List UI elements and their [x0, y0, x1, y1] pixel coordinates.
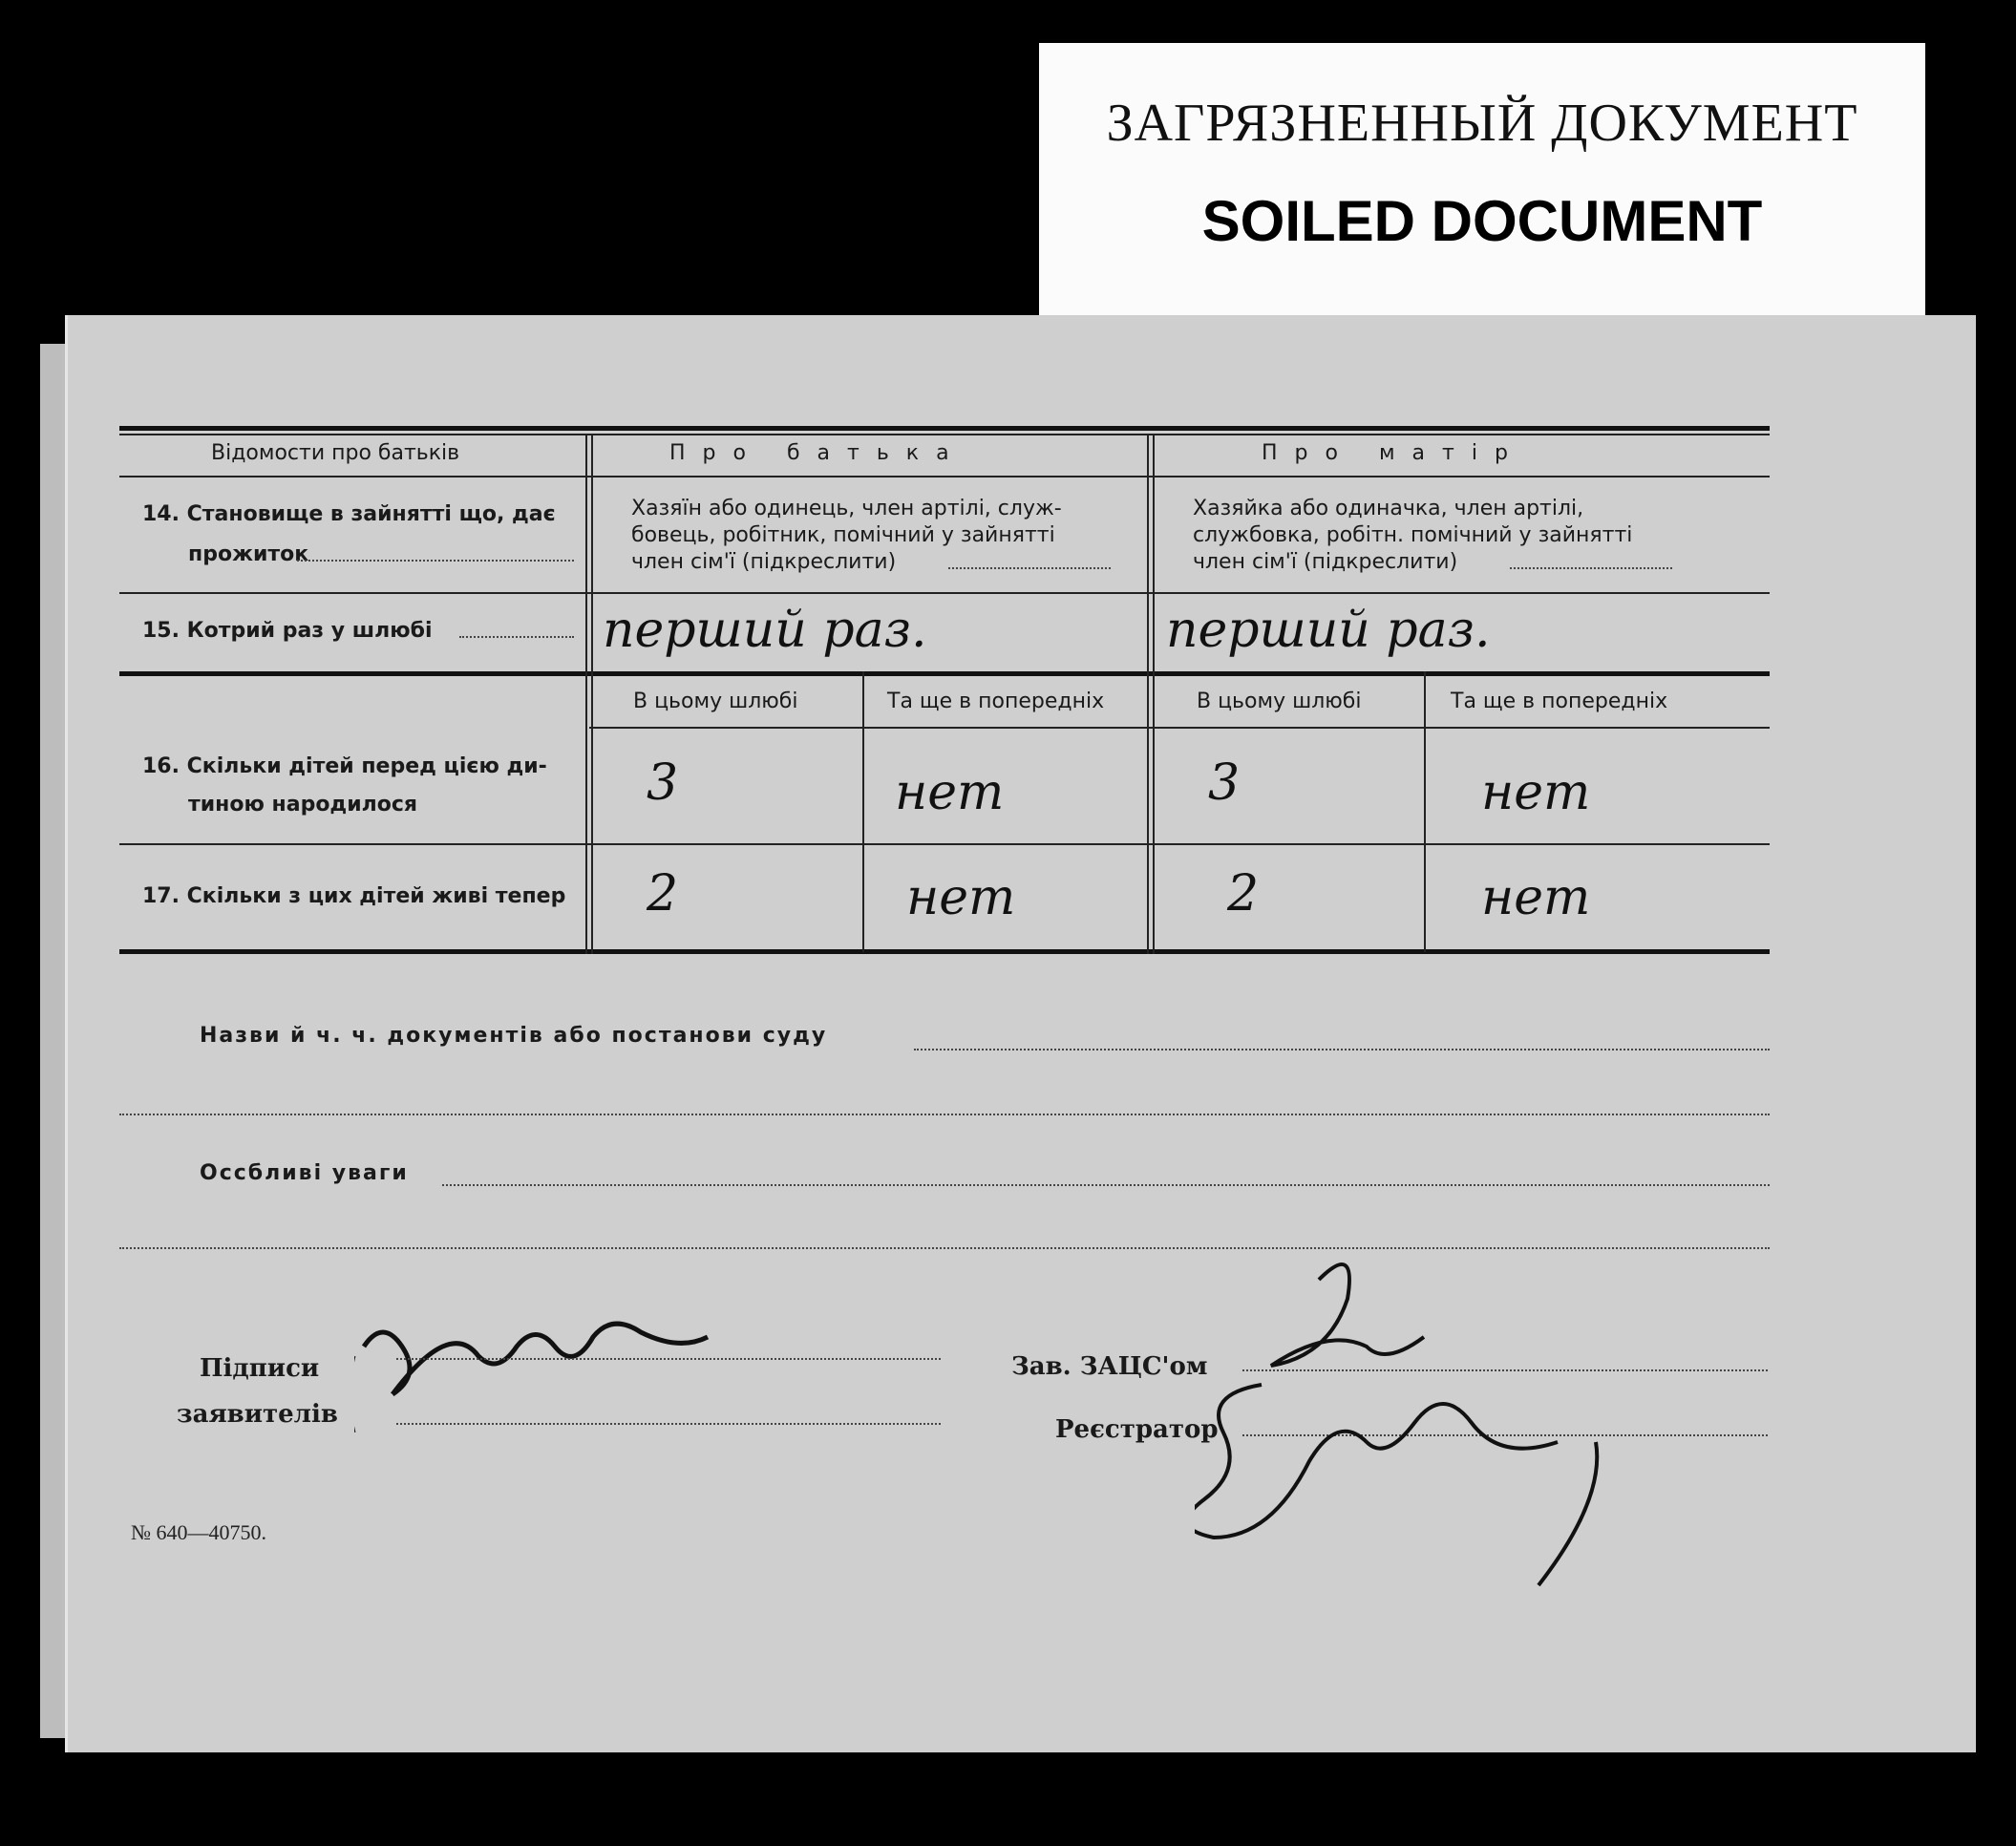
official-signatures [1195, 1251, 1730, 1604]
row14-father-3: член сім'ї (підкреслити) [631, 550, 897, 574]
soiled-document-label [1039, 43, 1925, 320]
notes-line-2 [119, 1247, 1770, 1249]
row14-father-dots [948, 567, 1111, 569]
mother-header: Про матір [1262, 441, 1525, 465]
row16-mother-prev: нет [1481, 764, 1591, 821]
row14-label-dots [297, 560, 574, 562]
form-number: № 640—40750. [131, 1520, 266, 1544]
notes-label: Осcбливі уваги [200, 1161, 409, 1185]
father-header: Про батька [669, 441, 966, 465]
applicant-line-2 [396, 1423, 941, 1425]
applicants-label-1: Підписи [200, 1354, 320, 1383]
divider-col2 [1147, 434, 1155, 954]
divider-father-sub [862, 671, 864, 952]
documents-line-2 [119, 1114, 1770, 1115]
head-label: Зав. ЗАЦС'ом [1011, 1352, 1208, 1381]
row16-label-2: тиною народилося [188, 793, 418, 817]
row17-father-prev: нет [906, 869, 1016, 926]
row16-rule [119, 843, 1770, 845]
row16-label-1: 16. Скільки дітей перед цією ди- [142, 754, 547, 778]
header-rule [119, 476, 1770, 477]
row15-rule [119, 671, 1770, 676]
row15-label: 15. Котрий раз у шлюбі [142, 619, 433, 643]
row14-mother-1: Хазяйка або одиначка, член артілі, [1193, 497, 1584, 520]
notes-line-1 [442, 1184, 1770, 1186]
document-sheet [65, 315, 1976, 1752]
row15-label-dots [459, 636, 574, 638]
mother-sub-prev: Та ще в попередніх [1451, 690, 1668, 713]
row15-mother-value: перший раз. [1166, 602, 1491, 659]
table-top-rule [119, 426, 1770, 431]
row14-father-2: бовець, робітник, помічний у зайнятті [631, 523, 1055, 547]
row17-father-this: 2 [647, 865, 679, 923]
label-english: SOILED DOCUMENT [1201, 189, 1763, 253]
divider-col1 [585, 434, 593, 954]
row15-father-value: перший раз. [603, 602, 927, 659]
row17-mother-this: 2 [1227, 865, 1260, 923]
row14-label-2: прожиток [188, 542, 309, 566]
row16-father-prev: нет [895, 764, 1005, 821]
divider-mother-sub [1424, 671, 1426, 952]
row16-mother-this: 3 [1208, 754, 1241, 812]
documents-label: Назви й ч. ч. документів або постанови суду [200, 1024, 828, 1048]
registrar-label: Реєстратор [1055, 1415, 1219, 1444]
documents-line-1 [914, 1049, 1770, 1050]
applicant-signature [354, 1308, 755, 1442]
row17-label: 17. Скільки з цих дітей живі тепер [142, 884, 566, 908]
row16-father-this: 3 [647, 754, 679, 812]
row17-mother-prev: нет [1481, 869, 1591, 926]
father-sub-this: В цьому шлюбі [633, 690, 798, 713]
row14-mother-dots [1510, 567, 1672, 569]
row14-father-1: Хазяїн або одинець, член артілі, служ- [631, 497, 1062, 520]
row14-rule [119, 592, 1770, 594]
applicant-line-1 [396, 1358, 941, 1360]
father-sub-prev: Та ще в попередніх [887, 690, 1105, 713]
subheader-rule [589, 727, 1770, 729]
col1-header: Відомости про батьків [211, 441, 460, 465]
table-bottom-rule [119, 949, 1770, 954]
applicants-label-2: заявителів [177, 1400, 338, 1429]
row14-mother-2: службовка, робітн. помічний у зайнятті [1193, 523, 1633, 547]
row14-label-1: 14. Становище в зайнятті що, дає [142, 502, 556, 526]
label-russian: ЗАГРЯЗНЕННЫЙ ДОКУМЕНТ [1106, 94, 1858, 153]
row14-mother-3: член сім'ї (підкреслити) [1193, 550, 1458, 574]
table-top-rule-2 [119, 434, 1770, 435]
mother-sub-this: В цьому шлюбі [1197, 690, 1362, 713]
